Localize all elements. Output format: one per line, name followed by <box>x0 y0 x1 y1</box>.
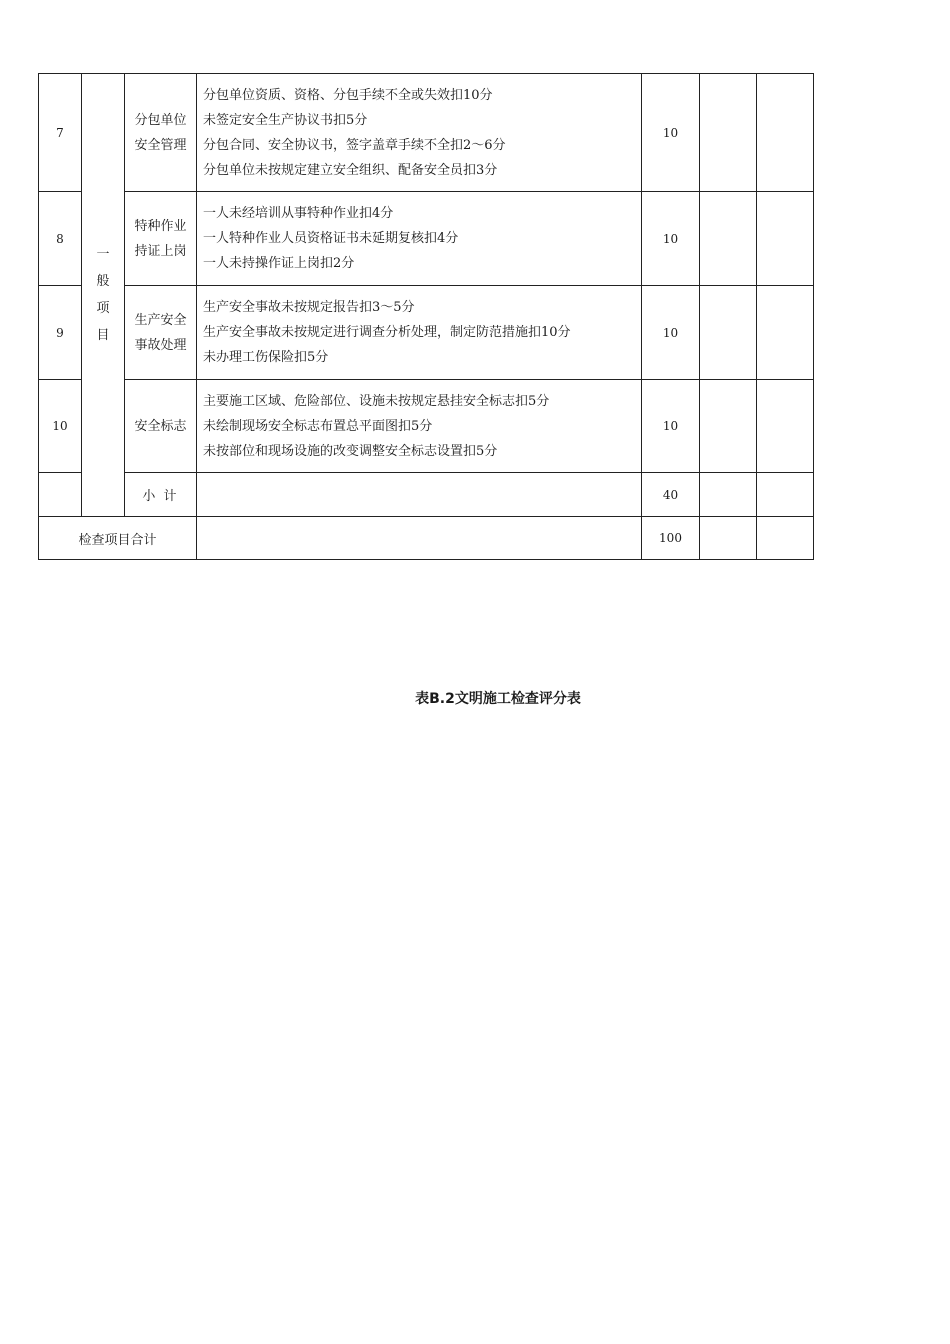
item-category <box>125 74 197 192</box>
category-line: 持证上岗 <box>134 243 187 259</box>
group-label-char: 般 <box>96 274 110 289</box>
table-row-8 <box>39 192 814 286</box>
max-score: 10 <box>642 380 700 473</box>
category-line: 分包单位 <box>134 112 187 128</box>
actual-score-cell <box>757 192 814 286</box>
category-line: 事故处理 <box>134 337 187 353</box>
category-line: 特种作业 <box>134 218 187 234</box>
deducted-score-cell <box>700 473 757 517</box>
subtotal-row <box>39 473 814 517</box>
empty-criteria-cell <box>197 517 642 560</box>
max-score: 10 <box>642 286 700 380</box>
total-row <box>39 517 814 560</box>
deducted-score-cell <box>700 192 757 286</box>
deduction-criteria <box>197 74 642 192</box>
item-category <box>125 380 197 473</box>
deducted-score-cell <box>700 74 757 192</box>
deduction-criteria <box>197 192 642 286</box>
actual-score-cell <box>757 473 814 517</box>
criteria-line: 未绘制现场安全标志布置总平面图扣5分 <box>203 418 433 434</box>
item-number: 8 <box>39 192 82 286</box>
item-number: 9 <box>39 286 82 380</box>
criteria-line: 未签定安全生产协议书扣5分 <box>203 112 368 128</box>
criteria-line: 生产安全事故未按规定报告扣3～5分 <box>203 300 415 315</box>
deducted-score-cell <box>700 380 757 473</box>
total-label: 检查项目合计 <box>39 517 197 560</box>
item-group-label <box>82 74 125 517</box>
inspection-score-table <box>38 73 814 560</box>
subtotal-label: 小 计 <box>125 473 197 517</box>
item-number: 10 <box>39 380 82 473</box>
table-caption: 表B.2文明施工检查评分表 <box>415 691 581 707</box>
actual-score-cell <box>757 74 814 192</box>
deducted-score-cell <box>700 286 757 380</box>
group-label-char: 一 <box>96 247 110 262</box>
subtotal-score: 40 <box>642 473 700 517</box>
group-label-char: 目 <box>96 328 110 343</box>
criteria-line: 分包合同、安全协议书，签字盖章手续不全扣2～6分 <box>203 137 506 153</box>
item-category <box>125 192 197 286</box>
group-label-char: 项 <box>96 301 110 316</box>
criteria-line: 一人未持操作证上岗扣2分 <box>203 256 355 271</box>
empty-number-cell <box>39 473 82 517</box>
item-number: 7 <box>39 74 82 192</box>
criteria-line: 分包单位资质、资格、分包手续不全或失效扣10分 <box>203 87 493 103</box>
empty-criteria-cell <box>197 473 642 517</box>
total-score: 100 <box>642 517 700 560</box>
category-line: 安全标志 <box>134 418 187 434</box>
criteria-line: 未按部位和现场设施的改变调整安全标志设置扣5分 <box>203 443 498 459</box>
criteria-line: 一人未经培训从事特种作业扣4分 <box>203 206 394 221</box>
table-row-9 <box>39 286 814 380</box>
table-row-10 <box>39 380 814 473</box>
item-category <box>125 286 197 380</box>
actual-score-cell <box>757 286 814 380</box>
category-line: 安全管理 <box>134 137 187 153</box>
criteria-line: 未办理工伤保险扣5分 <box>203 350 329 365</box>
max-score: 10 <box>642 74 700 192</box>
max-score: 10 <box>642 192 700 286</box>
criteria-line: 一人特种作业人员资格证书未延期复核扣4分 <box>203 231 459 246</box>
category-line: 生产安全 <box>134 312 187 328</box>
deduction-criteria <box>197 380 642 473</box>
table-row-7 <box>39 74 814 192</box>
deduction-criteria <box>197 286 642 380</box>
actual-score-cell <box>757 517 814 560</box>
criteria-line: 分包单位未按规定建立安全组织、配备安全员扣3分 <box>203 162 498 178</box>
criteria-line: 生产安全事故未按规定进行调查分析处理，制定防范措施扣10分 <box>203 325 571 340</box>
actual-score-cell <box>757 380 814 473</box>
deducted-score-cell <box>700 517 757 560</box>
criteria-line: 主要施工区域、危险部位、设施未按规定悬挂安全标志扣5分 <box>203 393 550 409</box>
